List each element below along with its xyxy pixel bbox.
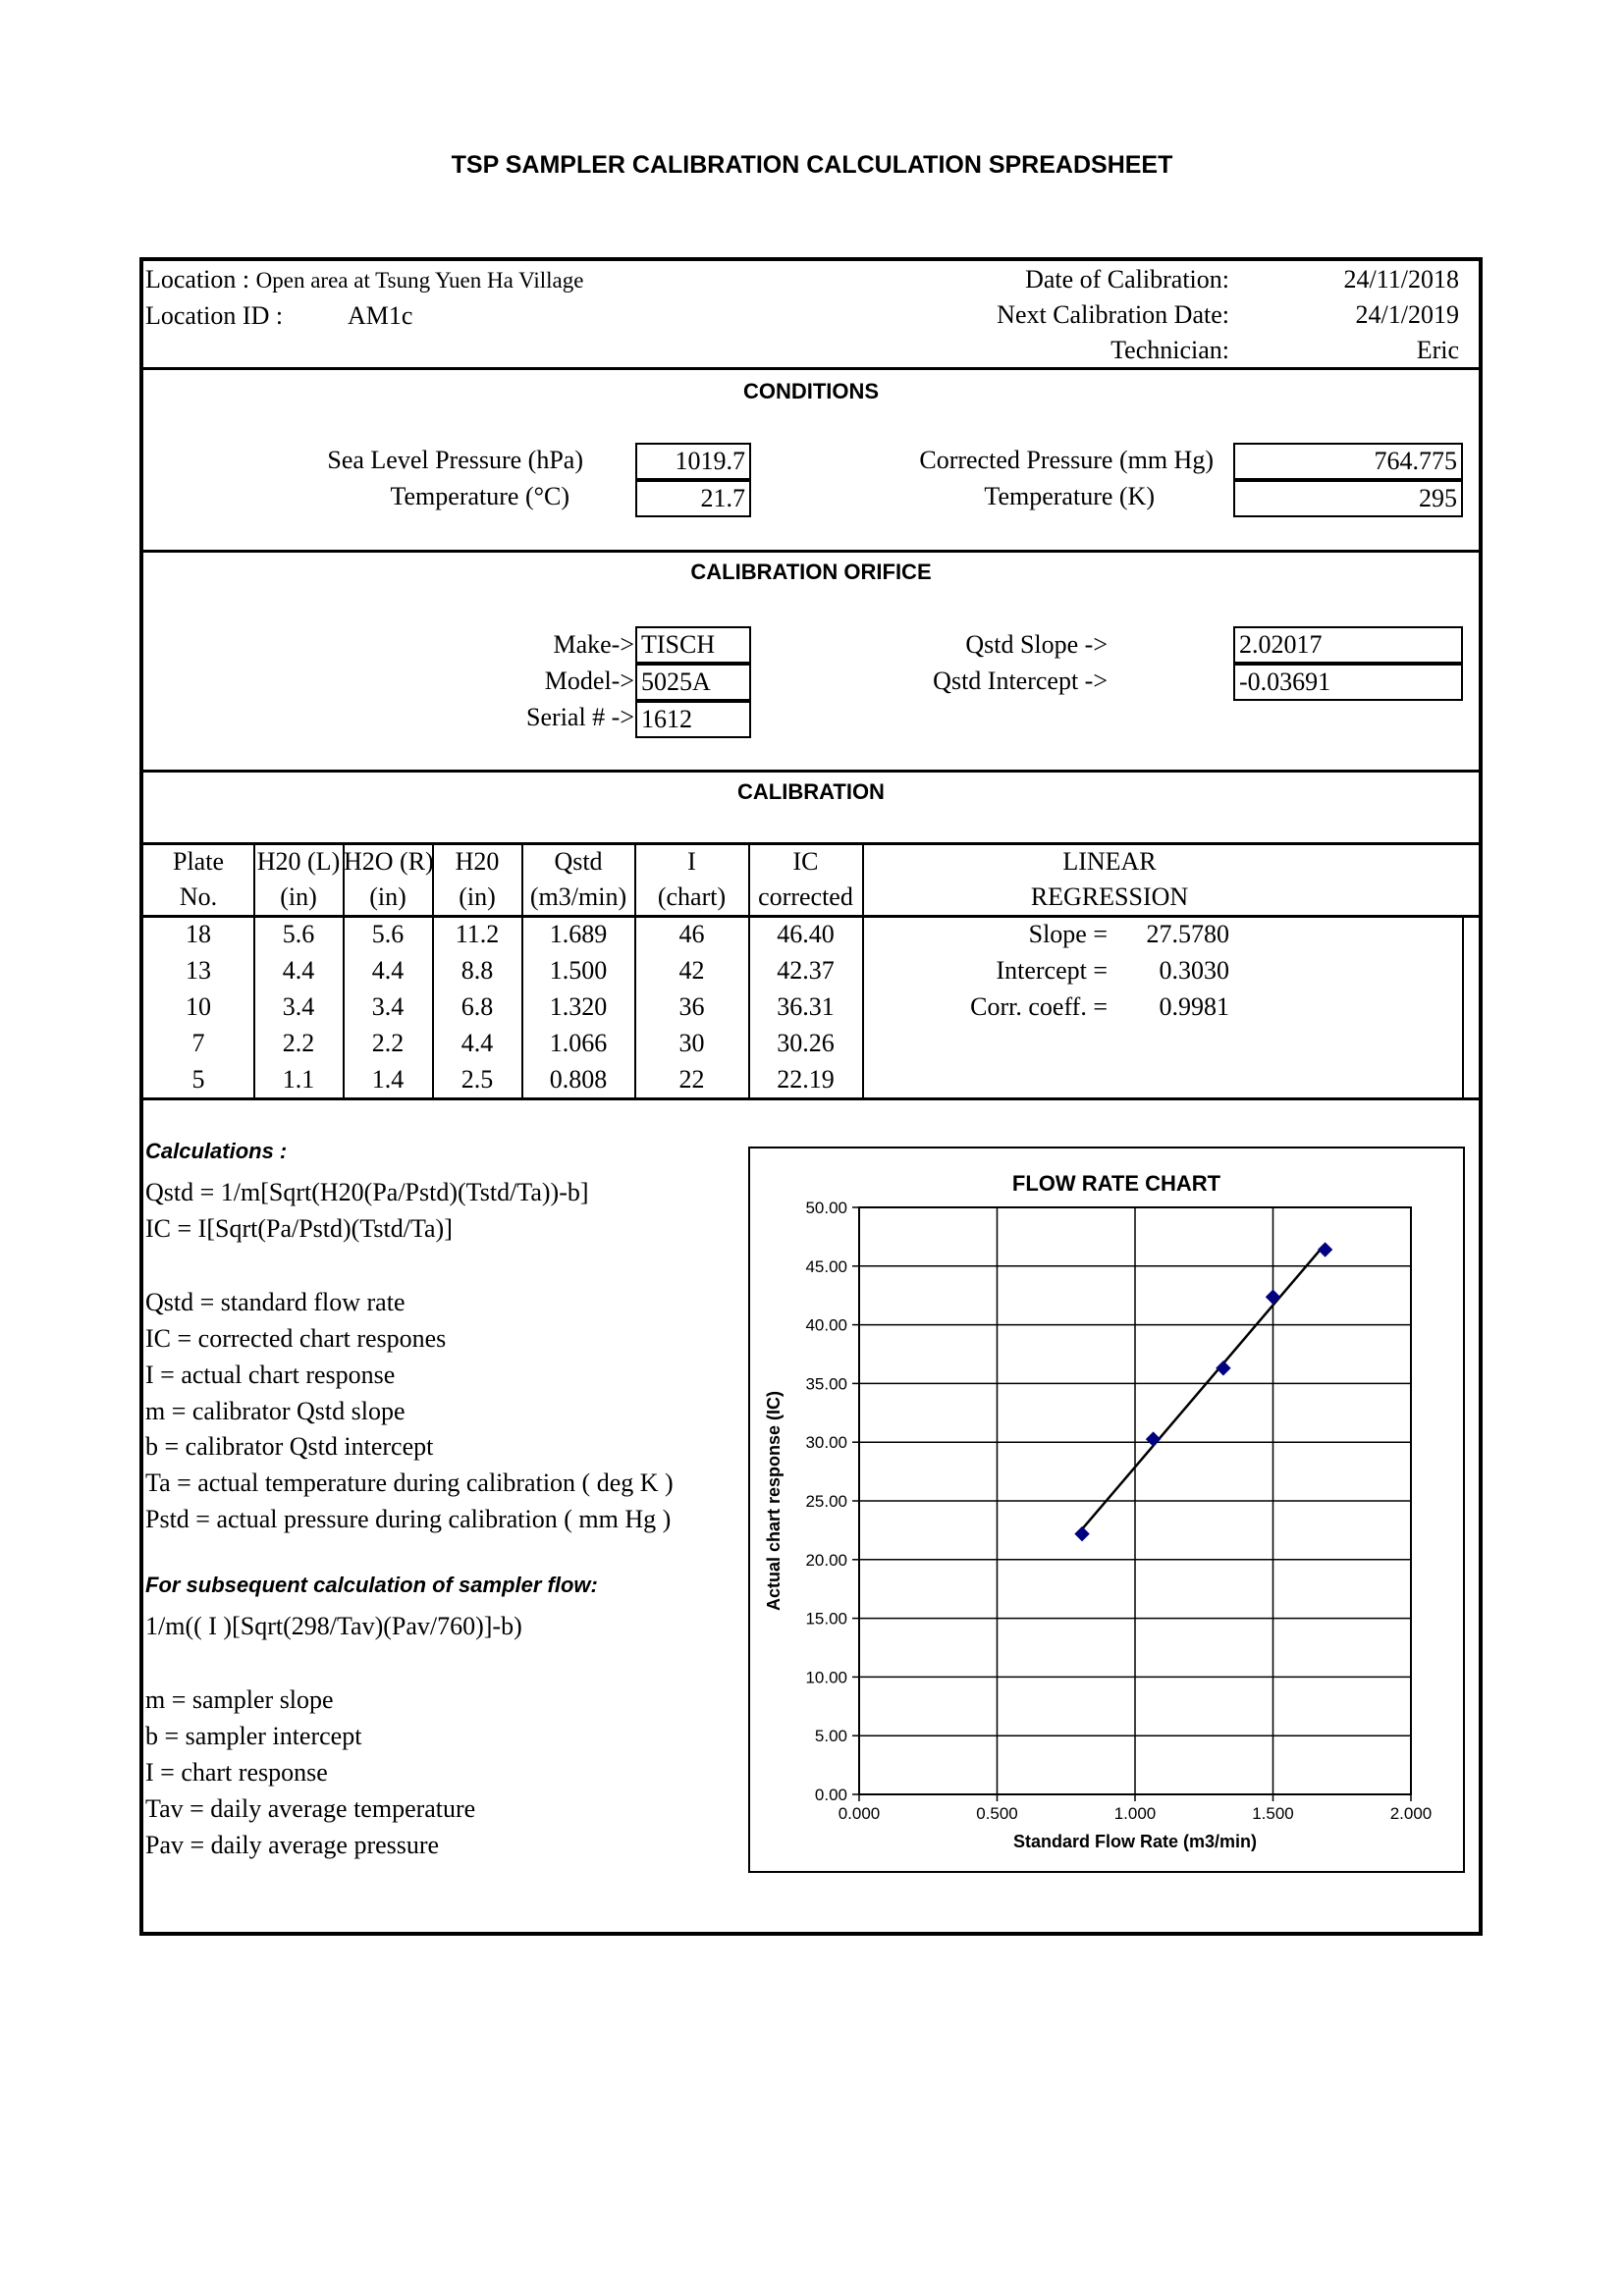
model-label: Model-> <box>544 667 634 695</box>
formula-sampler-flow: 1/m(( I )[Sqrt(298/Tav)(Pav/760)]-b) <box>145 1612 522 1640</box>
y-tick-label: 35.00 <box>805 1374 847 1394</box>
divider-orifice <box>141 770 1481 773</box>
table-cell: 36 <box>678 992 705 1021</box>
definition-line: Qstd = standard flow rate <box>145 1288 406 1316</box>
col-divider <box>862 844 864 1097</box>
regression-title: LINEAR <box>1062 847 1157 876</box>
qstd-intercept-field: -0.03691 <box>1233 664 1463 701</box>
col-header: H20 (L) <box>256 847 341 876</box>
table-cell: 36.31 <box>777 992 835 1021</box>
x-tick-label: 0.000 <box>838 1804 881 1823</box>
col-header: (in) <box>459 882 496 911</box>
col-header: (in) <box>280 882 317 911</box>
x-axis-label: Standard Flow Rate (m3/min) <box>1012 1832 1258 1851</box>
definition-line: m = sampler slope <box>145 1685 334 1714</box>
next-calibration-value: 24/1/2019 <box>1355 300 1459 329</box>
table-cell: 1.689 <box>549 920 608 948</box>
serial-label: Serial # -> <box>526 703 634 731</box>
table-cell: 30 <box>678 1029 705 1057</box>
table-cell: 3.4 <box>371 992 405 1021</box>
location-id-value: AM1c <box>348 301 413 330</box>
y-tick-label: 10.00 <box>805 1668 847 1687</box>
sea-level-pressure-field: 1019.7 <box>635 443 751 480</box>
divider-header <box>141 367 1481 370</box>
table-cell: 1.066 <box>549 1029 608 1057</box>
calibration-date-label: Date of Calibration: <box>1025 265 1229 294</box>
table-bottom-border <box>141 1097 1481 1100</box>
table-cell: 1.500 <box>549 956 608 985</box>
chart-title: FLOW RATE CHART <box>1011 1171 1221 1196</box>
table-cell: 3.4 <box>282 992 315 1021</box>
definition-line: Ta = actual temperature during calibration ( deg K ) <box>145 1468 674 1497</box>
y-tick-label: 30.00 <box>805 1433 847 1453</box>
y-tick-label: 45.00 <box>805 1256 847 1276</box>
corrected-pressure-label: Corrected Pressure (mm Hg) <box>919 446 1214 474</box>
subsequent-heading: For subsequent calculation of sampler flow: <box>145 1573 598 1597</box>
regression-corr-label: Corr. coeff. = <box>970 992 1108 1021</box>
x-tick-label: 0.500 <box>976 1804 1018 1823</box>
technician-value: Eric <box>1416 336 1459 364</box>
table-cell: 8.8 <box>460 956 494 985</box>
table-cell: 5.6 <box>371 920 405 948</box>
calibration-date-value: 24/11/2018 <box>1343 265 1459 294</box>
definition-line: m = calibrator Qstd slope <box>145 1397 406 1425</box>
table-cell: 4.4 <box>282 956 315 985</box>
table-cell: 1.320 <box>549 992 608 1021</box>
calibration-heading: CALIBRATION <box>737 779 885 804</box>
table-cell: 18 <box>186 920 211 948</box>
col-header: No. <box>179 882 218 911</box>
definition-line: Pstd = actual pressure during calibration ( mm Hg ) <box>145 1505 672 1533</box>
y-tick-label: 15.00 <box>805 1609 847 1629</box>
definition-line: I = actual chart response <box>145 1361 396 1389</box>
col-header: (m3/min) <box>529 882 627 911</box>
table-cell: 2.2 <box>282 1029 315 1057</box>
col-header: IC <box>792 847 819 876</box>
regression-intercept-value: 0.3030 <box>1159 956 1229 985</box>
table-cell: 4.4 <box>460 1029 494 1057</box>
col-header: I <box>687 847 696 876</box>
regression-intercept-label: Intercept = <box>996 956 1108 985</box>
definition-line: IC = corrected chart respones <box>145 1324 447 1353</box>
definition-line: I = chart response <box>145 1758 328 1787</box>
table-cell: 42 <box>678 956 705 985</box>
regression-slope-label: Slope = <box>1028 920 1108 948</box>
definition-line: b = sampler intercept <box>145 1722 362 1750</box>
x-tick-label: 1.000 <box>1113 1804 1157 1823</box>
make-label: Make-> <box>553 630 634 659</box>
y-tick-label: 25.00 <box>805 1492 847 1511</box>
x-tick-label: 1.500 <box>1252 1804 1294 1823</box>
regression-corr-value: 0.9981 <box>1159 992 1229 1021</box>
qstd-slope-field: 2.02017 <box>1233 626 1463 664</box>
y-tick-label: 40.00 <box>805 1315 847 1335</box>
table-cell: 13 <box>186 956 211 985</box>
col-divider <box>1462 917 1464 1097</box>
table-cell: 22 <box>678 1065 705 1094</box>
divider-conditions <box>141 550 1481 553</box>
temperature-c-label: Temperature (°C) <box>390 482 569 510</box>
table-cell: 46 <box>678 920 705 948</box>
table-cell: 2.2 <box>371 1029 405 1057</box>
conditions-heading: CONDITIONS <box>742 379 880 403</box>
page-title: TSP SAMPLER CALIBRATION CALCULATION SPREADSHEET <box>451 151 1173 179</box>
formula-qstd: Qstd = 1/m[Sqrt(H20(Pa/Pstd)(Tstd/Ta))-b] <box>145 1178 589 1206</box>
table-cell: 1.4 <box>371 1065 405 1094</box>
chart-border <box>749 1148 1464 1872</box>
col-header: (in) <box>369 882 406 911</box>
sea-level-pressure-label: Sea Level Pressure (hPa) <box>327 446 583 474</box>
table-cell: 5 <box>191 1065 205 1094</box>
temperature-k-field: 295 <box>1233 480 1463 517</box>
corrected-pressure-field: 764.775 <box>1233 443 1463 480</box>
technician-label: Technician: <box>1110 336 1229 364</box>
y-tick-label: 0.00 <box>814 1786 847 1804</box>
location-value: Open area at Tsung Yuen Ha Village <box>255 268 584 293</box>
table-cell: 10 <box>186 992 211 1021</box>
orifice-heading: CALIBRATION ORIFICE <box>690 560 932 584</box>
table-cell: 5.6 <box>282 920 315 948</box>
table-cell: 6.8 <box>460 992 494 1021</box>
table-cell: 0.808 <box>549 1065 608 1094</box>
serial-field: 1612 <box>635 701 751 738</box>
y-axis-label: Actual chart response (IC) <box>764 1390 784 1612</box>
x-tick-label: 2.000 <box>1389 1804 1433 1823</box>
table-cell: 11.2 <box>455 920 500 948</box>
make-field: TISCH <box>635 626 751 664</box>
regression-slope-value: 27.5780 <box>1146 920 1229 948</box>
location-label: Location : Open area at Tsung Yuen Ha Village <box>145 265 584 294</box>
table-cell: 7 <box>191 1029 205 1057</box>
definition-line: Tav = daily average temperature <box>145 1794 476 1823</box>
temperature-c-field: 21.7 <box>635 480 751 517</box>
qstd-intercept-label: Qstd Intercept -> <box>933 667 1108 695</box>
table-cell: 42.37 <box>777 956 835 985</box>
regression-title: REGRESSION <box>1030 882 1189 911</box>
flow-rate-chart <box>748 1147 1465 1873</box>
model-field: 5025A <box>635 664 751 701</box>
formula-ic: IC = I[Sqrt(Pa/Pstd)(Tstd/Ta)] <box>145 1214 453 1243</box>
qstd-slope-label: Qstd Slope -> <box>965 630 1108 659</box>
col-header: Plate <box>173 847 224 876</box>
table-cell: 4.4 <box>371 956 405 985</box>
col-header: (chart) <box>657 882 727 911</box>
temperature-k-label: Temperature (K) <box>984 482 1155 510</box>
y-tick-label: 20.00 <box>805 1550 847 1570</box>
y-tick-label: 50.00 <box>805 1199 847 1217</box>
col-header: corrected <box>758 882 853 911</box>
table-cell: 22.19 <box>777 1065 835 1094</box>
table-cell: 2.5 <box>460 1065 494 1094</box>
table-cell: 46.40 <box>777 920 835 948</box>
col-header: H20 <box>455 847 500 876</box>
definition-line: b = calibrator Qstd intercept <box>145 1432 434 1461</box>
calculations-heading: Calculations : <box>145 1139 288 1163</box>
table-cell: 1.1 <box>282 1065 315 1094</box>
next-calibration-label: Next Calibration Date: <box>997 300 1229 329</box>
definition-line: Pav = daily average pressure <box>145 1831 440 1859</box>
col-header: Qstd <box>554 847 603 876</box>
y-tick-label: 5.00 <box>814 1727 847 1746</box>
col-header: H2O (R) <box>344 847 434 876</box>
table-cell: 30.26 <box>777 1029 835 1057</box>
location-id-label: Location ID : <box>145 301 284 330</box>
